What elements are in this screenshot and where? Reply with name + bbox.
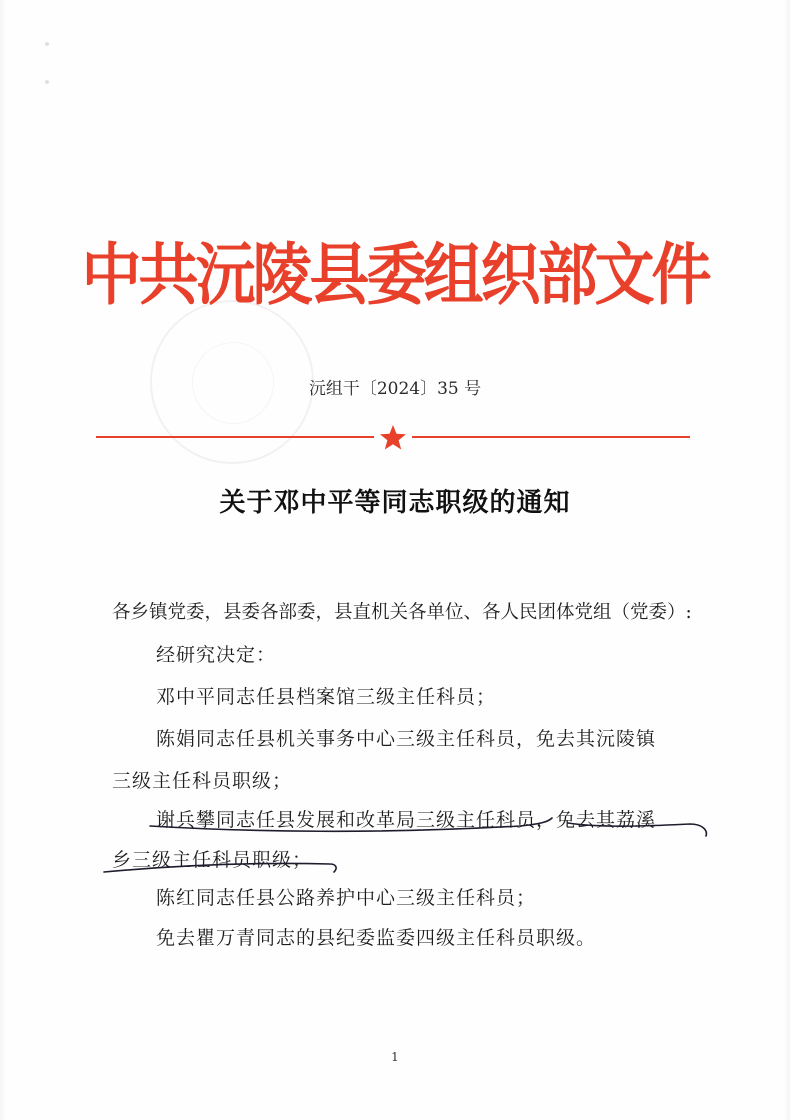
scan-artifact-dots bbox=[42, 38, 52, 88]
body-line-appointment-3b: 乡三级主任科员职级； bbox=[112, 849, 313, 871]
red-star-icon bbox=[378, 422, 408, 452]
body-line-decision: 经研究决定： bbox=[156, 644, 277, 666]
red-divider-left bbox=[96, 436, 374, 438]
body-line-appointment-2b: 三级主任科员职级； bbox=[112, 770, 293, 792]
body-line-appointment-2a: 陈娟同志任县机关事务中心三级主任科员，免去其沅陵镇 bbox=[156, 728, 657, 750]
notice-title: 关于邓中平等同志职级的通知 bbox=[219, 488, 571, 518]
page-number: 1 bbox=[391, 1050, 399, 1064]
document-header-title: 中共沅陵县委组织部文件 bbox=[81, 236, 709, 315]
scan-edge-right bbox=[784, 0, 790, 1120]
body-line-appointment-3a: 谢兵攀同志任县发展和改革局三级主任科员，免去其荔溪 bbox=[156, 809, 657, 831]
scan-edge-left bbox=[0, 0, 6, 1120]
red-divider-right bbox=[412, 436, 690, 438]
body-line-appointment-4: 陈红同志任县公路养护中心三级主任科员； bbox=[156, 887, 537, 909]
body-line-removal: 免去瞿万青同志的县纪委监委四级主任科员职级。 bbox=[156, 927, 597, 949]
addressee-line: 各乡镇党委，县委各部委，县直机关各单位、各人民团体党组（党委）: bbox=[112, 602, 692, 623]
document-number: 沅组干〔2024〕35 号 bbox=[308, 379, 482, 399]
body-line-appointment-1: 邓中平同志任县档案馆三级主任科员； bbox=[156, 686, 497, 708]
